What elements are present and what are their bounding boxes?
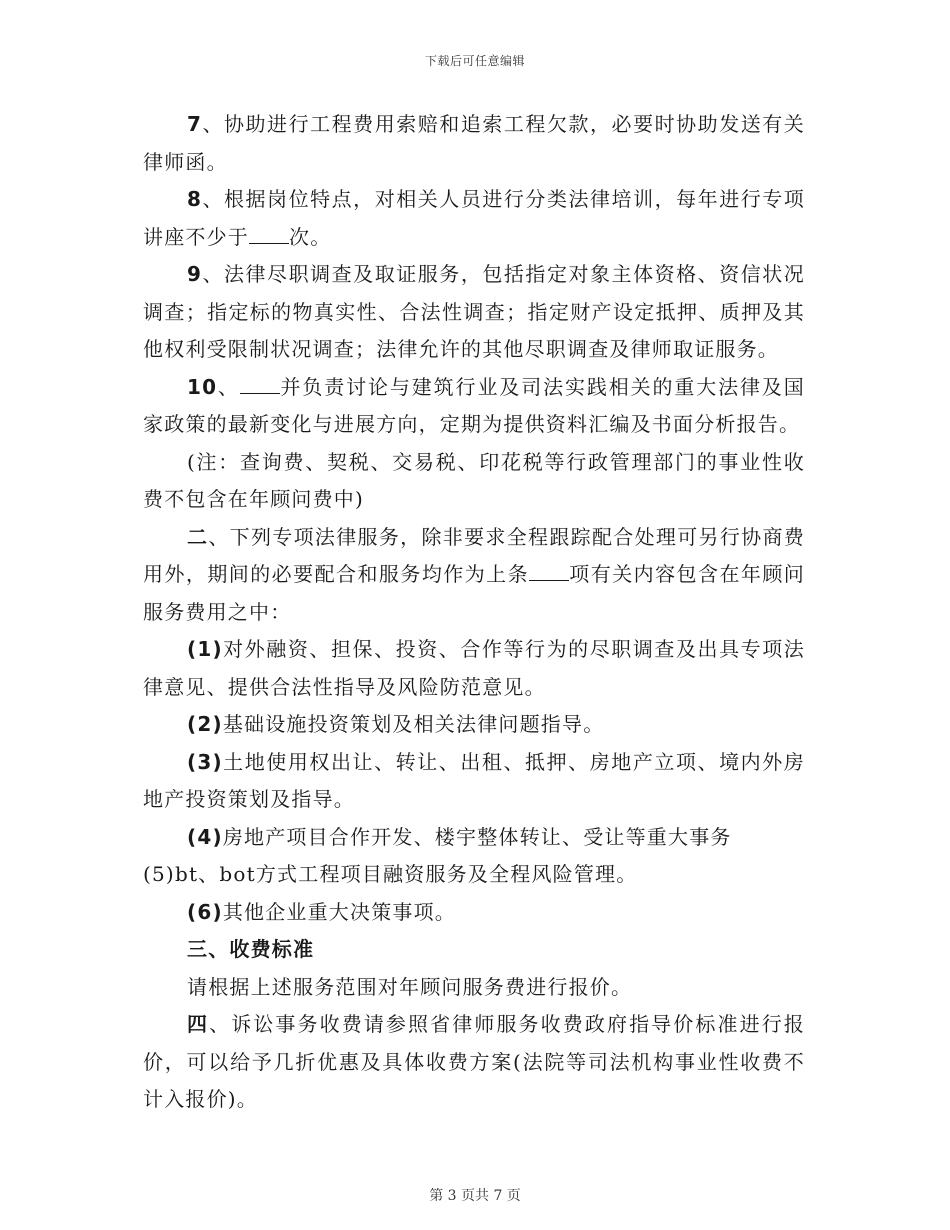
section-text-tail: 项有关内容包含在年顾问服务费用之中： [143,562,805,624]
sub-item-2 [143,706,805,744]
section-text: 、下列专项法律服务，除非要求全程跟踪配合处理可另行协商费用外，期间的必要配合和服务均作为上条 [143,524,806,586]
sub-item-text: bt、bot方式工程项目融资服务及全程风险管理。 [174,862,638,886]
sub-item-5 [143,856,805,894]
section-text: 、诉讼事务收费请参照省律师服务收费政府指导价标准进行报价，可以给予几折优惠及具体收费方案(法院等司法机构事业性收费不计入报价)。 [143,1012,805,1111]
item-text-tail: 次。 [289,224,332,249]
sub-item-4 [143,819,805,857]
item-number: 10 [187,374,218,399]
section-heading: 四 [187,1012,210,1036]
item-8 [143,181,805,256]
sub-item-1 [143,631,805,706]
section-2 [143,519,805,632]
sub-item-number: (4) [187,824,223,849]
item-text: 、 [217,374,240,399]
sub-item-number: (1) [187,637,223,661]
sub-item-text: 房地产项目合作开发、楼宇整体转让、受让等重大事务 [222,824,732,849]
document-body [143,106,805,1119]
item-number: 8 [187,187,203,211]
sub-item-number: (5) [143,862,175,886]
blank-line [529,562,569,581]
page-header: 下载后可任意编辑 [424,54,525,68]
item-10 [143,369,805,444]
sub-item-text: 对外融资、担保、投资、合作等行为的尽职调查及出具专项法律意见、提供合法性指导及风险防范意见。 [143,637,805,699]
item-number: 7 [187,112,203,136]
sub-item-6 [143,894,805,932]
sub-item-3 [143,744,805,819]
item-9 [143,256,805,369]
item-text: 、根据岗位特点，对相关人员进行分类法律培训，每年进行专项讲座不少于 [143,187,805,249]
fee-note: (注：查询费、契税、交易税、印花税等行政管理部门的事业性收费不包含在年顾问费中) [143,449,805,511]
sub-item-number: (2) [187,712,223,736]
sub-item-number: (6) [187,899,223,924]
sub-item-text: 其他企业重大决策事项。 [222,899,457,924]
item-7 [143,106,805,181]
page-footer: 第 3 页共 7 页 [429,1188,521,1204]
sub-item-number: (3) [187,749,223,774]
sub-item-text: 基础设施投资策划及相关法律问题指导。 [222,712,605,736]
item-text: 、法律尽职调查及取证服务，包括指定对象主体资格、资信状况调查；指定标的物真实性、合法性调查；指定财产设定抵押、质押及其他权利受限制状况调查；法律允许的其他尽职调查及律师取证服务。 [143,262,805,361]
blank-line [249,225,289,244]
item-text-tail: 并负责讨论与建筑行业及司法实践相关的重大法律及国家政策的最新变化与进展方向，定期为提供资料汇编及书面分析报告。 [143,374,805,436]
section-4 [143,1006,805,1119]
sub-item-text: 土地使用权出让、转让、出租、抵押、房地产立项、境内外房地产投资策划及指导。 [143,749,805,811]
blank-line [240,375,280,394]
item-number: 9 [187,262,203,286]
section-3-heading: 三、收费标准 [187,937,315,961]
item-text: 、协助进行工程费用索赔和追索工程欠款，必要时协助发送有关律师函。 [143,112,805,174]
section-heading: 二 [187,524,209,549]
section-3-text: 请根据上述服务范围对年顾问服务费进行报价。 [187,974,633,999]
